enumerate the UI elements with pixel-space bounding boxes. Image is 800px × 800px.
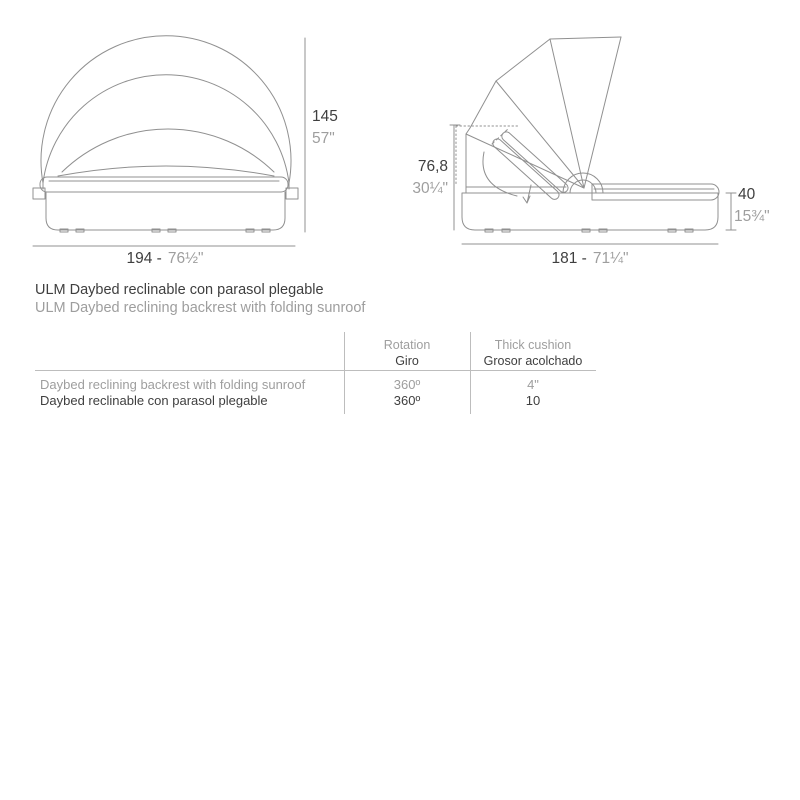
product-title-es: ULM Daybed reclinable con parasol plegable [35, 282, 324, 298]
recline-arc [483, 152, 517, 196]
mattress-curve [58, 166, 274, 176]
sunroof-arc-outer [41, 36, 291, 183]
side-backrest-height-dim-line [450, 125, 460, 230]
column-header-cushion-en: Thick cushion [494, 338, 572, 352]
hinge-right [286, 188, 298, 199]
product-title-en: ULM Daybed reclining backrest with folding sunroof [35, 300, 366, 316]
row-cushion-en: 4" [527, 377, 539, 392]
side-width-inches-label: 71¼" [592, 250, 629, 267]
reclined-backrest [483, 128, 570, 203]
row-name-es: Daybed reclinable con parasol plegable [40, 393, 268, 408]
side-view-drawing [450, 37, 736, 244]
column-header-rotation-en: Rotation [383, 338, 431, 352]
side-base-height-inches-label: 15¾" [734, 208, 770, 225]
side-backrest-height-cm-label: 76,8 [417, 158, 448, 175]
row-rotation-en: 360º [393, 377, 421, 392]
folded-sunroof-fan [466, 37, 621, 188]
side-width-label [462, 250, 718, 268]
row-name-en: Daybed reclining backrest with folding sunroof [40, 377, 306, 392]
row-cushion-es: 10 [525, 393, 541, 408]
hinge-left [33, 188, 45, 199]
row-rotation-es: 360º [393, 393, 421, 408]
column-header-cushion-es: Grosor acolchado [483, 354, 583, 368]
front-view-drawing [33, 36, 305, 246]
column-header-rotation-es: Giro [395, 354, 419, 368]
front-width-label [34, 250, 296, 268]
cushion-side [592, 184, 719, 200]
cushion-front [40, 177, 288, 192]
upright-backrest-dotted [456, 126, 519, 186]
base-front [46, 192, 285, 230]
front-height-inches-label: 57" [312, 130, 335, 147]
front-width-cm-label: 194 - [126, 250, 162, 267]
side-base-height-cm-label: 40 [738, 186, 756, 203]
side-backrest-height-inches-label: 30¼" [412, 180, 448, 197]
base-side [462, 193, 718, 230]
side-width-cm-label: 181 - [551, 250, 587, 267]
table-header-underline [35, 370, 596, 371]
front-height-cm-label: 145 [312, 108, 338, 125]
front-width-inches-label: 76½" [167, 250, 204, 267]
